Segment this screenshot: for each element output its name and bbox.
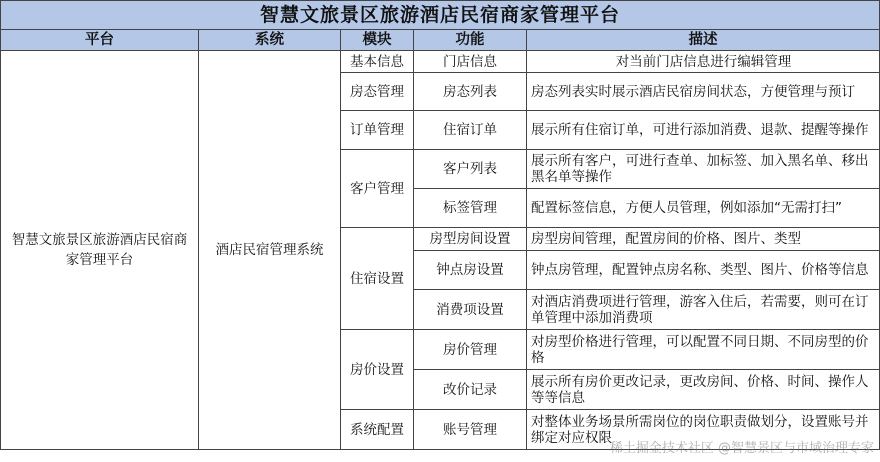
function-cell: 住宿订单: [414, 111, 527, 150]
module-order: 订单管理: [341, 111, 414, 150]
description-cell: 展示所有住宿订单，可进行添加消费、退款、提醒等操作: [527, 111, 880, 150]
description-cell: 对整体业务场景所需岗位的岗位职责做划分，设置账号并绑定对应权限: [527, 410, 880, 450]
function-cell: 房型房间设置: [414, 228, 527, 251]
table-title: 智慧文旅景区旅游酒店民宿商家管理平台: [1, 1, 880, 30]
description-cell: 对当前门店信息进行编辑管理: [527, 51, 880, 73]
function-cell: 消费项设置: [414, 290, 527, 330]
function-cell: 改价记录: [414, 370, 527, 410]
header-description: 描述: [527, 30, 880, 51]
header-platform: 平台: [1, 30, 199, 51]
function-cell: 账号管理: [414, 410, 527, 450]
module-price: 房价设置: [341, 330, 414, 410]
function-cell: 房态列表: [414, 73, 527, 111]
function-cell: 客户列表: [414, 150, 527, 189]
platform-cell: 智慧文旅景区旅游酒店民宿商家管理平台: [1, 51, 199, 450]
function-cell: 钟点房设置: [414, 251, 527, 290]
description-cell: 房型房间管理，配置房间的价格、图片、类型: [527, 228, 880, 251]
header-function: 功能: [414, 30, 527, 51]
module-sys: 系统配置: [341, 410, 414, 450]
watermark-text: 稀土掘金技术社区 @智慧景区与市域治理专家: [609, 441, 874, 456]
module-room-status: 房态管理: [341, 73, 414, 111]
header-module: 模块: [341, 30, 414, 51]
description-cell: 展示所有客户，可进行查单、加标签、加入黑名单、移出黑名单等操作: [527, 150, 880, 189]
description-cell: 展示所有房价更改记录，更改房间、价格、时间、操作人等等信息: [527, 370, 880, 410]
function-cell: 标签管理: [414, 189, 527, 228]
function-cell: 门店信息: [414, 51, 527, 73]
function-cell: 房价管理: [414, 330, 527, 370]
module-stay: 住宿设置: [341, 228, 414, 330]
header-system: 系统: [199, 30, 341, 51]
module-customer: 客户管理: [341, 150, 414, 228]
description-cell: 钟点房管理，配置钟点房名称、类型、图片、价格等信息: [527, 251, 880, 290]
description-cell: 配置标签信息，方便人员管理，例如添加“无需打扫”: [527, 189, 880, 228]
description-cell: 对酒店消费项进行管理，游客入住后，若需要，则可在订单管理中添加消费项: [527, 290, 880, 330]
description-cell: 房态列表实时展示酒店民宿房间状态，方便管理与预订: [527, 73, 880, 111]
system-cell: 酒店民宿管理系统: [199, 51, 341, 450]
description-cell: 对房型价格进行管理，可以配置不同日期、不同房型的价格: [527, 330, 880, 370]
module-basic: 基本信息: [341, 51, 414, 73]
